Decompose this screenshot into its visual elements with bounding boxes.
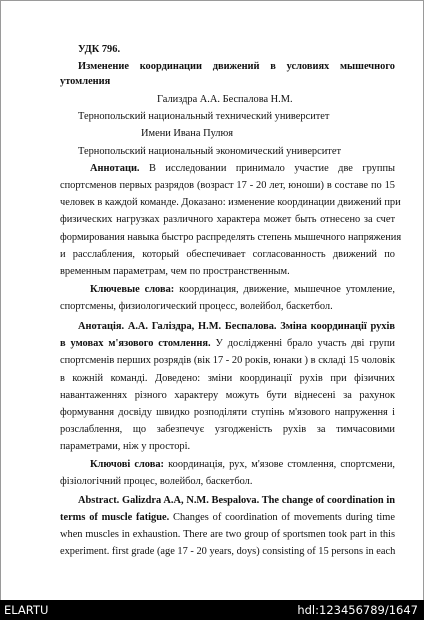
title-line-1: Изменение координации движений в условиях мышечного <box>78 61 395 72</box>
ua-annotation-line-8: параметрами, ніж у просторі. <box>60 441 191 452</box>
ua-annotation-line-2: в умовах м'язового стомлення. У дослідженні брало участь дві групи <box>60 338 395 349</box>
udk-code: УДК 796. <box>78 44 121 55</box>
ru-annotation-line-3: человек в каждой команде. Доказано: изменение координации движений при <box>60 197 401 208</box>
ru-annotation-line-2: спортсменов первых разрядов (возраст 17 - 20 лет, юноши) в составе по 15 <box>60 180 395 191</box>
ru-annotation-line-6: и расслабления, который обеспечивает согласованность движений по <box>60 249 395 260</box>
ru-keywords-line-2: спортсмены, физиологический процесс, волейбол, баскетбол. <box>60 301 333 312</box>
ru-annotation-label: Аннотаци. <box>90 163 140 174</box>
ru-keywords-label: Ключевые слова: <box>90 284 175 295</box>
ru-annotation-line-7: временным параметрам, чем по пространственным. <box>60 266 290 277</box>
repository-name: ELARTU <box>4 603 49 617</box>
ua-annotation-line-7: розслаблення, що забезпечує узгодженість рухів за тимчасовими <box>60 424 395 435</box>
en-title-tail: terms of muscle fatigue. <box>60 512 170 523</box>
affiliation-3: Тернопольский национальный экономический университет <box>78 146 341 157</box>
ru-annotation-line-5: формирования навыка быстро распределять степень мышечного напряжения <box>60 232 402 243</box>
en-abstract-label: Abstract. Galizdra A.A, N.M. Bespalova. The change of coordination in <box>78 495 395 506</box>
handle-identifier: hdl:123456789/1647 <box>297 603 418 617</box>
ua-annotation-label: Анотація. А.А. Галіздра, Н.М. Беспалова. Зміна координації рухів <box>78 321 395 332</box>
affiliation-1: Тернопольский национальный технический университет <box>78 111 330 122</box>
ua-annotation-line-4: в кожній команді. Доведено: зміни координації рухів при фізичних <box>60 373 395 384</box>
ua-annotation-line-5: навантаженнях різного характеру можуть бути віднесені за рахунок <box>60 390 395 401</box>
ru-keywords-line-1: Ключевые слова: координация, движение, мышечное утомление, <box>90 284 395 295</box>
ua-keywords-line-2: фізіологічний процес, волейбол, баскетбол. <box>60 476 253 487</box>
authors: Гализдра А.А. Беспалова Н.М. <box>157 94 293 105</box>
en-abstract-line-4: experiment. first grade (age 17 - 20 years, doys) consisting of 15 persons in each <box>60 546 396 557</box>
ua-title-tail: в умовах м'язового стомлення. <box>60 338 211 349</box>
repository-footer <box>0 600 424 620</box>
title-line-2: утомления <box>60 76 111 87</box>
ru-annotation-line-1: Аннотаци. В исследовании принимало участие две группы <box>90 163 395 174</box>
ua-annotation-line-6: формування досвіду швидко розподіляти ступінь м'язового напруження і <box>60 407 395 418</box>
ru-annotation-line-4: физических нагрузках различного характера может быть отнесено за счет <box>60 214 395 225</box>
ua-annotation-line-3: спортсменів перших розрядів (вік 17 - 20 років, юнаки ) в складі 15 чоловік <box>60 355 395 366</box>
en-abstract-line-2: terms of muscle fatigue. Changes of coordination of movements during time <box>60 512 395 523</box>
ua-keywords-label: Ключові слова: <box>90 459 164 470</box>
affiliation-2: Имени Ивана Пулюя <box>141 128 234 139</box>
ua-keywords-line-1: Ключові слова: координація, рух, м'язове стомлення, спортсмени, <box>90 459 395 470</box>
en-abstract-line-3: when muscles in exhaustion. There are two group of sportsmen took part in this <box>60 529 395 540</box>
